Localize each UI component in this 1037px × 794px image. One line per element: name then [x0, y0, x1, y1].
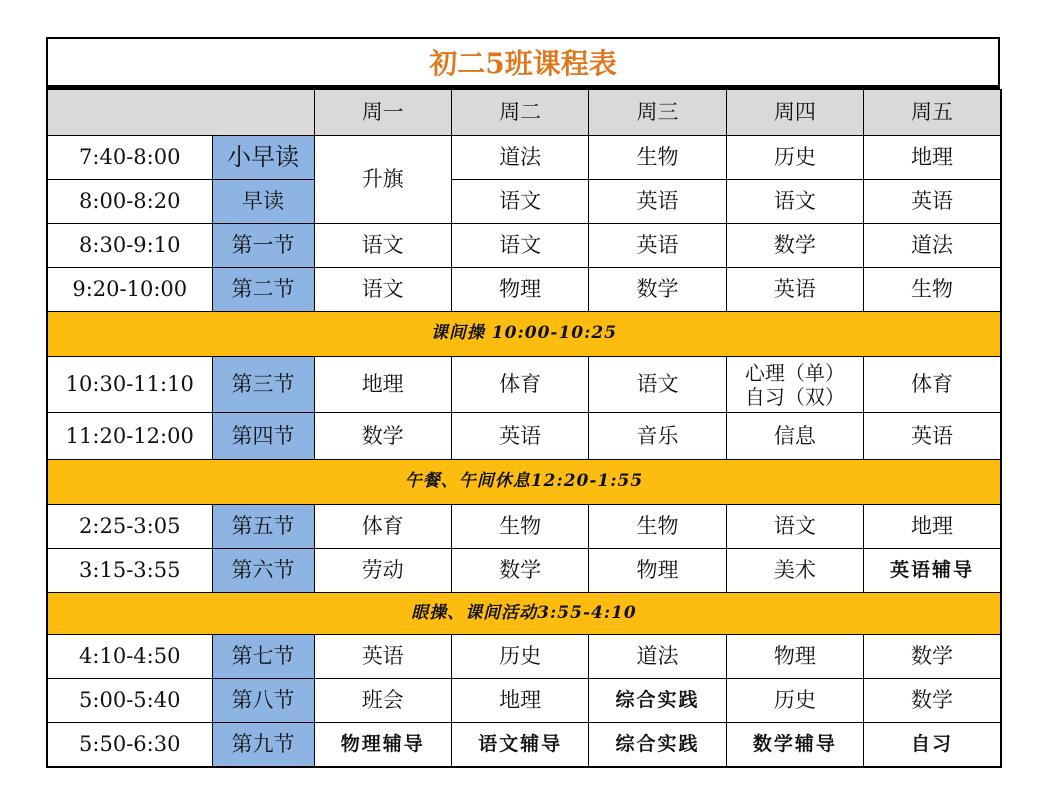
period-cell: 第二节 [212, 268, 314, 312]
table-row [47, 224, 1001, 268]
period-cell: 第七节 [212, 635, 314, 679]
course-cell: 语文 [314, 224, 451, 268]
course-cell: 历史 [726, 679, 863, 723]
course-cell: 综合实践 [589, 679, 726, 723]
day-header-tue: 周二 [451, 90, 588, 136]
schedule-table [46, 89, 1002, 768]
period-cell: 第八节 [212, 679, 314, 723]
course-cell: 历史 [451, 635, 588, 679]
table-row [47, 357, 1001, 413]
time-cell: 5:00-5:40 [47, 679, 212, 723]
course-cell: 数学 [314, 413, 451, 460]
course-cell: 信息 [726, 413, 863, 460]
course-cell: 历史 [726, 136, 863, 180]
course-cell: 物理 [451, 268, 588, 312]
course-cell: 英语 [589, 224, 726, 268]
table-row [47, 268, 1001, 312]
course-cell: 道法 [864, 224, 1001, 268]
header-blank [47, 90, 314, 136]
course-cell: 地理 [864, 505, 1001, 549]
break-label: 课间操 10:00-10:25 [47, 312, 1001, 357]
time-cell: 5:50-6:30 [47, 723, 212, 768]
course-cell: 体育 [314, 505, 451, 549]
course-cell: 语文辅导 [451, 723, 588, 768]
time-cell: 2:25-3:05 [47, 505, 212, 549]
course-cell: 物理 [726, 635, 863, 679]
period-cell: 第六节 [212, 549, 314, 593]
break-label: 眼操、课间活动3:55-4:10 [47, 593, 1001, 635]
break-band [47, 593, 1001, 635]
day-header-fri: 周五 [864, 90, 1001, 136]
table-row [47, 413, 1001, 460]
course-cell: 物理辅导 [314, 723, 451, 768]
table-row [47, 136, 1001, 180]
course-cell: 英语 [864, 180, 1001, 224]
course-cell: 数学 [589, 268, 726, 312]
period-cell: 小早读 [212, 136, 314, 180]
course-line: 心理（单） [744, 360, 845, 385]
course-line: 自习（双） [744, 384, 845, 409]
course-cell: 数学 [864, 635, 1001, 679]
time-cell: 4:10-4:50 [47, 635, 212, 679]
table-row [47, 723, 1001, 768]
time-cell: 11:20-12:00 [47, 413, 212, 460]
period-cell: 早读 [212, 180, 314, 224]
course-cell: 体育 [451, 357, 588, 413]
course-cell: 道法 [451, 136, 588, 180]
course-cell: 英语 [314, 635, 451, 679]
course-cell: 英语 [864, 413, 1001, 460]
period-cell: 第九节 [212, 723, 314, 768]
course-cell: 劳动 [314, 549, 451, 593]
period-cell: 第五节 [212, 505, 314, 549]
course-cell: 英语辅导 [864, 549, 1001, 593]
course-cell: 语文 [589, 357, 726, 413]
course-cell: 升旗 [314, 136, 451, 224]
course-cell: 语文 [451, 180, 588, 224]
course-cell: 道法 [589, 635, 726, 679]
time-cell: 3:15-3:55 [47, 549, 212, 593]
course-cell: 地理 [451, 679, 588, 723]
course-cell: 物理 [589, 549, 726, 593]
break-label: 午餐、午间休息12:20-1:55 [47, 460, 1001, 505]
table-row [47, 180, 1001, 224]
course-cell: 语文 [726, 505, 863, 549]
course-cell: 地理 [864, 136, 1001, 180]
course-cell: 生物 [589, 505, 726, 549]
time-cell: 8:30-9:10 [47, 224, 212, 268]
table-row [47, 679, 1001, 723]
page-title: 初二5班课程表 [46, 37, 1000, 89]
period-cell: 第三节 [212, 357, 314, 413]
course-cell: 生物 [451, 505, 588, 549]
course-cell: 数学 [451, 549, 588, 593]
course-cell: 数学 [864, 679, 1001, 723]
table-row [47, 635, 1001, 679]
course-cell: 英语 [726, 268, 863, 312]
course-cell: 地理 [314, 357, 451, 413]
period-cell: 第一节 [212, 224, 314, 268]
course-cell: 生物 [864, 268, 1001, 312]
table-row [47, 549, 1001, 593]
time-cell: 8:00-8:20 [47, 180, 212, 224]
period-cell: 第四节 [212, 413, 314, 460]
day-header-thu: 周四 [726, 90, 863, 136]
course-cell: 音乐 [589, 413, 726, 460]
header-row [47, 90, 1001, 136]
break-band [47, 312, 1001, 357]
course-cell: 班会 [314, 679, 451, 723]
break-band [47, 460, 1001, 505]
course-cell: 综合实践 [589, 723, 726, 768]
course-cell: 自习 [864, 723, 1001, 768]
course-cell: 英语 [451, 413, 588, 460]
course-cell: 体育 [864, 357, 1001, 413]
time-cell: 7:40-8:00 [47, 136, 212, 180]
day-header-wed: 周三 [589, 90, 726, 136]
course-cell: 数学辅导 [726, 723, 863, 768]
schedule-sheet [46, 37, 1000, 768]
course-cell: 语文 [314, 268, 451, 312]
day-header-mon: 周一 [314, 90, 451, 136]
course-cell: 英语 [589, 180, 726, 224]
course-cell-two-line [726, 357, 863, 413]
course-cell: 生物 [589, 136, 726, 180]
course-cell: 美术 [726, 549, 863, 593]
time-cell: 10:30-11:10 [47, 357, 212, 413]
course-cell: 数学 [726, 224, 863, 268]
course-cell: 语文 [451, 224, 588, 268]
table-row [47, 505, 1001, 549]
time-cell: 9:20-10:00 [47, 268, 212, 312]
course-cell: 语文 [726, 180, 863, 224]
